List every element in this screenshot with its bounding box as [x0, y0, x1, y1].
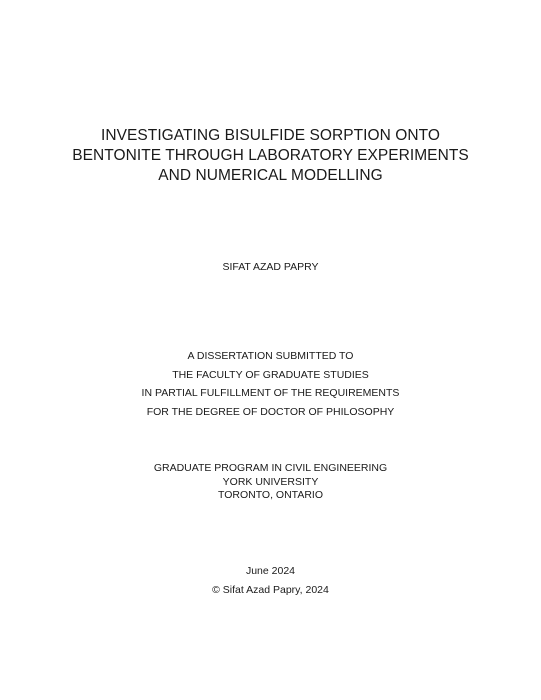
submission-statement: [0, 347, 541, 421]
program-line-2: YORK UNIVERSITY: [222, 475, 319, 488]
title-line-3: AND NUMERICAL MODELLING: [158, 167, 383, 184]
author-name: [0, 260, 541, 274]
submission-line-3: IN PARTIAL FULFILLMENT OF THE REQUIREMENTS: [141, 387, 400, 399]
submission-date: June 2024: [245, 565, 296, 577]
program-info: [0, 462, 541, 503]
dissertation-title: [0, 126, 541, 186]
author-line: SIFAT AZAD PAPRY: [222, 261, 319, 273]
program-line-3: TORONTO, ONTARIO: [217, 489, 323, 501]
submission-line-2: THE FACULTY OF GRADUATE STUDIES: [172, 368, 369, 381]
program-line-1: GRADUATE PROGRAM IN CIVIL ENGINEERING: [153, 462, 388, 474]
title-line-2: BENTONITE THROUGH LABORATORY EXPERIMENTS: [72, 147, 469, 164]
date-and-copyright: [0, 562, 541, 600]
copyright-notice: © Sifat Azad Papry, 2024: [212, 584, 329, 596]
title-line-1: INVESTIGATING BISULFIDE SORPTION ONTO: [101, 127, 440, 144]
submission-line-4: FOR THE DEGREE OF DOCTOR OF PHILOSOPHY: [146, 405, 395, 418]
submission-line-1: A DISSERTATION SUBMITTED TO: [187, 350, 354, 362]
